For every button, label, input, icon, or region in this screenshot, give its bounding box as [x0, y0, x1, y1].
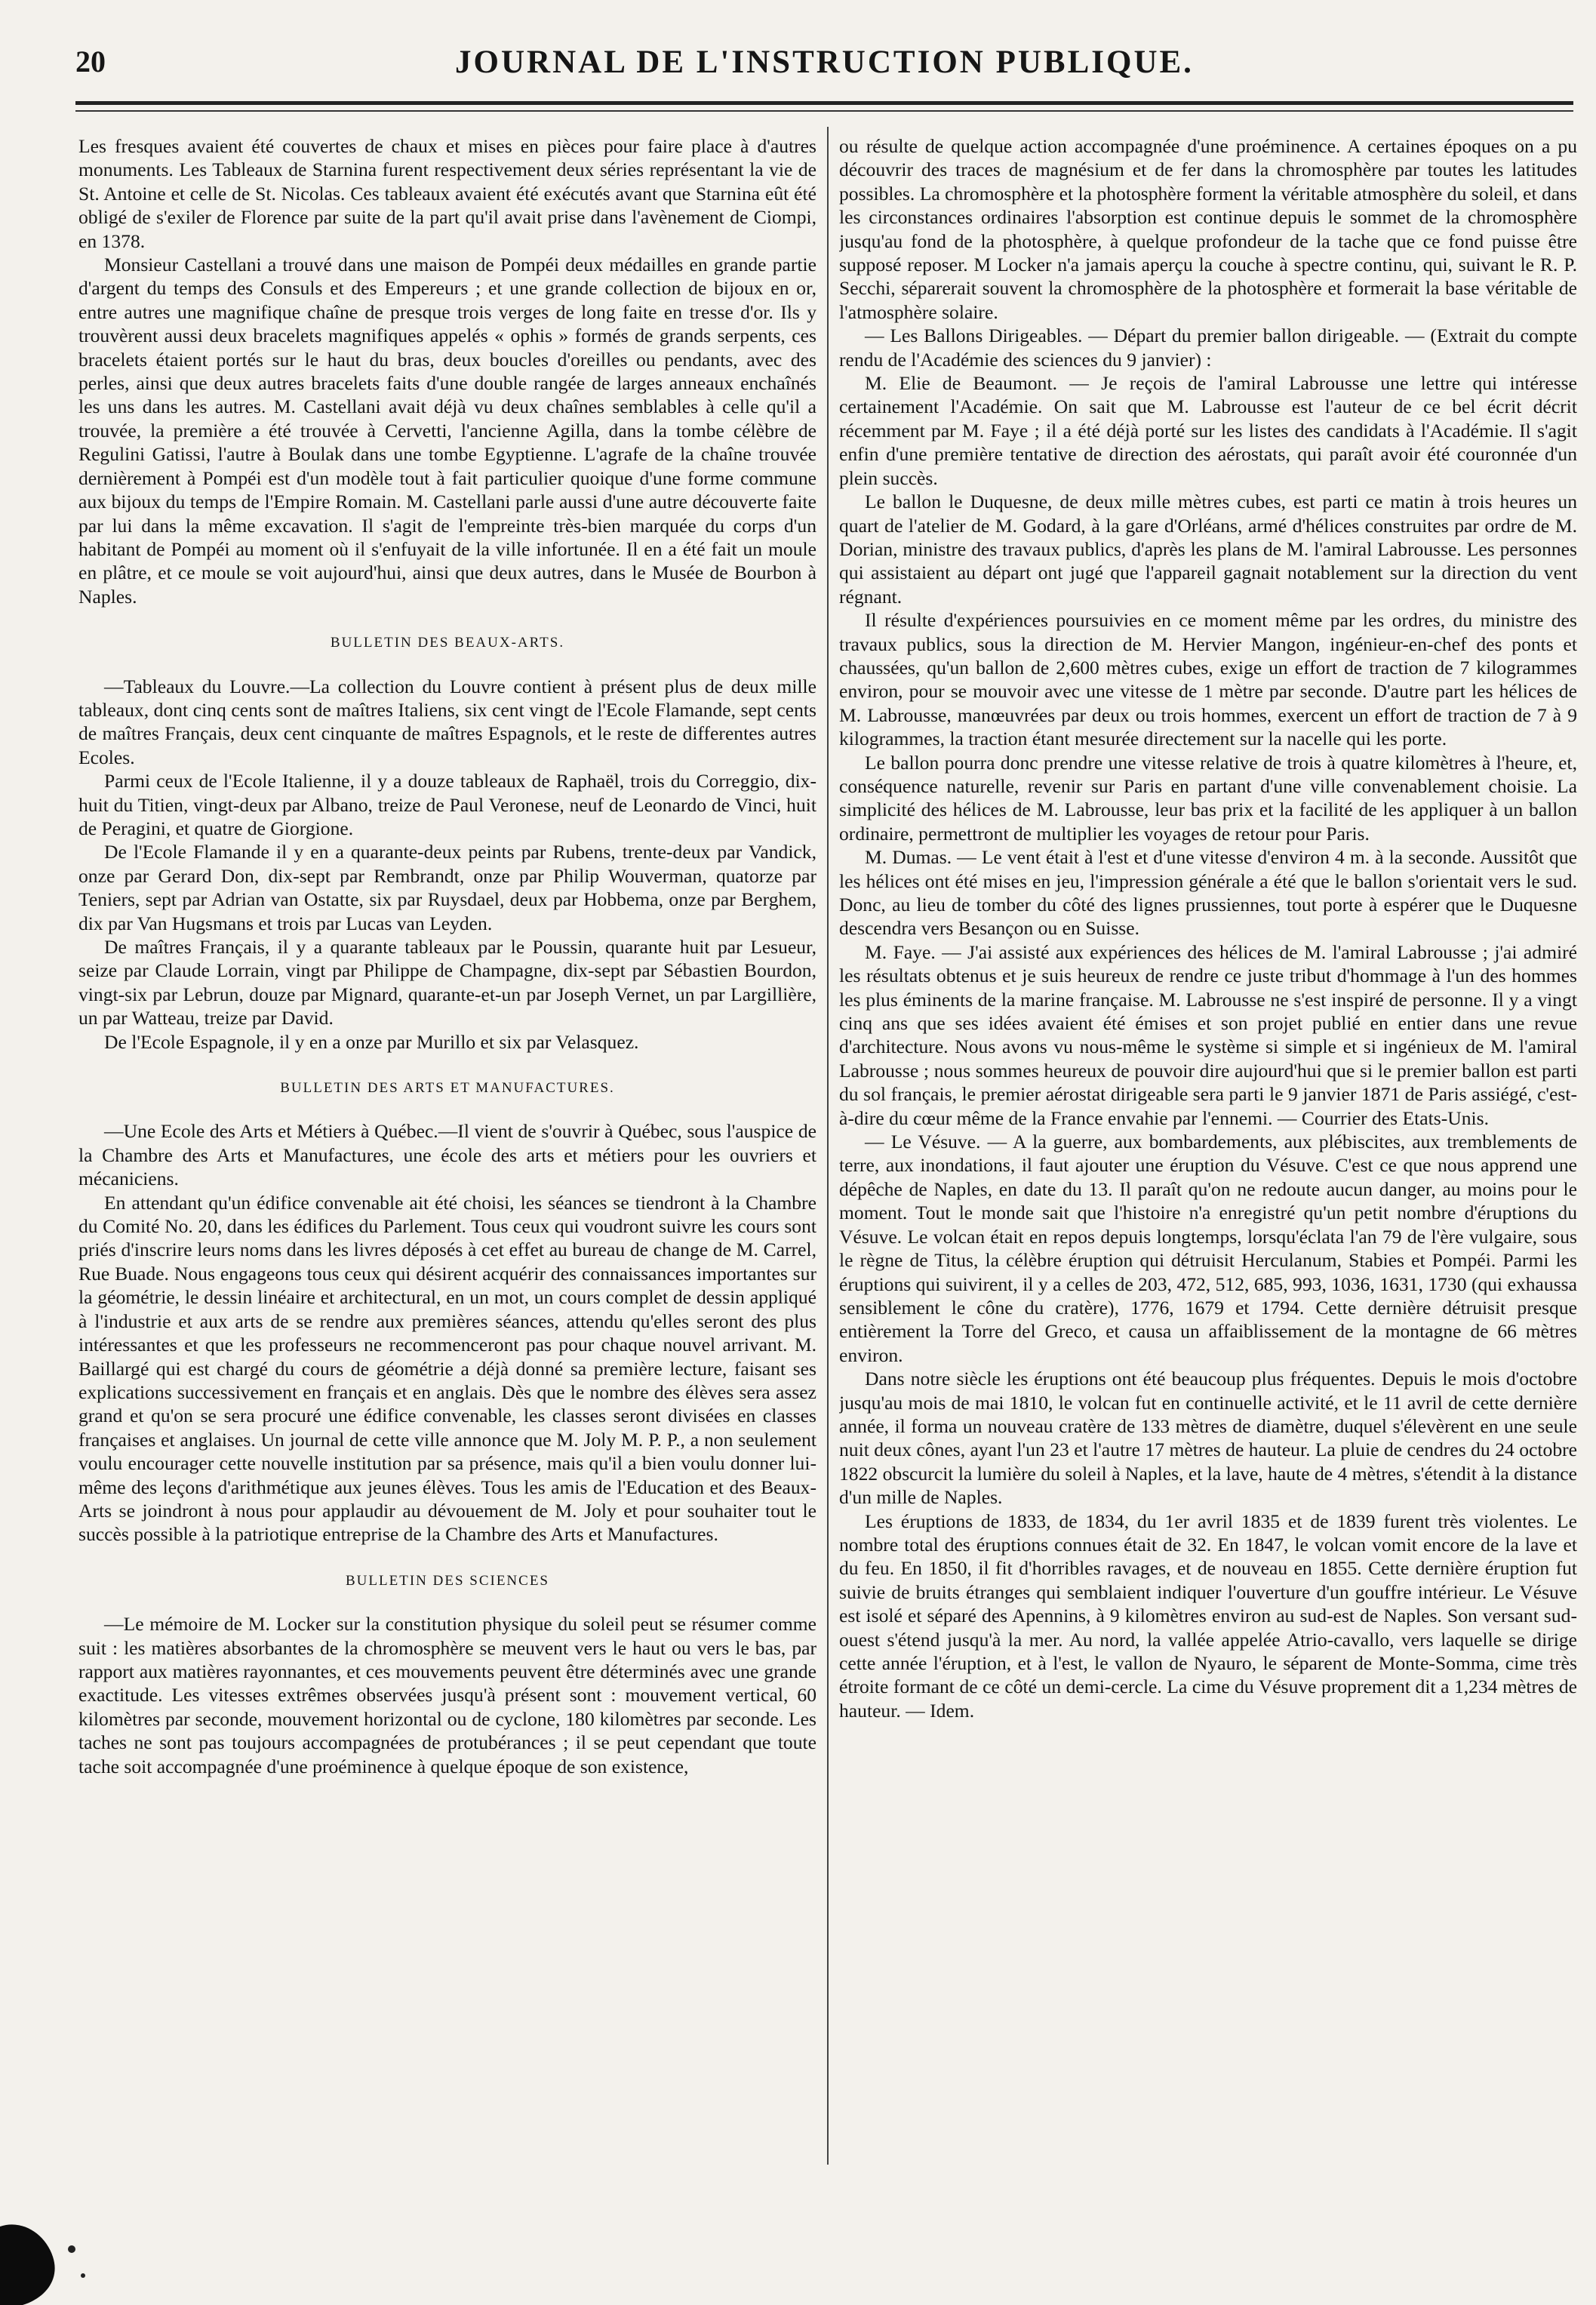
ink-blot-mark: [0, 2204, 98, 2305]
article-paragraph: Le ballon pourra donc prendre une vitesse relative de trois à quatre kilomètres à l'heure, et, conséquence naturelle, revenir sur Paris en partant d'une ville convenablement choisie. La simplicité des hélices de M. Labrousse, leur bas prix et la facilité de les appliquer à un ballon ordinaire, permettront de multiplier les voyages de retour pour Paris.: [839, 751, 1577, 845]
journal-title: JOURNAL DE L'INSTRUCTION PUBLIQUE.: [455, 45, 1194, 80]
article-paragraph: — Les Ballons Dirigeables. — Départ du premier ballon dirigeable. — (Extrait du compte rendu de l'Académie des sciences du 9 janvier) :: [839, 325, 1577, 371]
article-paragraph: Parmi ceux de l'Ecole Italienne, il y a douze tableaux de Raphaël, trois du Correggio, dix-huit du Titien, vingt-deux par Albano, treize de Paul Veronese, neuf de Leonardo de Vinci, huit de Peragini, et quatre de Giorgione.: [78, 770, 816, 839]
article-paragraph: De l'Ecole Espagnole, il y en a onze par Murillo et six par Velasquez.: [104, 1030, 639, 1053]
article-paragraph: M. Elie de Beaumont. — Je reçois de l'amiral Labrousse une lettre qui intéresse certainement l'Académie. On sait que M. Labrousse est l'auteur de ce bel écrit décrit récemment par M. Faye ; il a été déjà porté sur les listes des candidats à l'Académie. Il s'agit enfin d'une première tentative de direction des aérostats, qui paraît avoir été couronnée d'un plein succès.: [839, 372, 1577, 489]
article-paragraph: Il résulte d'expériences poursuivies en ce moment même par les ordres, du ministre des travaux publics, sous la direction de M. Hervier Mangon, ingénieur-en-chef des ponts et chaussées, qu'un ballon de 2,600 mètres cubes, exige un effort de traction de 7 kilogrammes environ, pour se mouvoir avec une vitesse de 1 mètre par seconde. D'autre part les hélices de M. Labrousse, manœuvrées par deux ou trois hommes, exercent un effort de traction de 7 à 9 kilogrammes, la traction étant mesurée directement sur la nacelle qui les porte.: [839, 609, 1577, 750]
article-paragraph: M. Dumas. — Le vent était à l'est et d'une vitesse d'environ 4 m. à la seconde. Aussitôt que les hélices ont été mises en jeu, l'impression générale a été que le ballon s'orientait vers le sud. Donc, au lieu de tomber du côté des lignes prussiennes, tout porte à espérer que le Duquesne descendra vers Besançon ou en Suisse.: [839, 846, 1577, 940]
page-header: [75, 36, 1573, 97]
bulletin-heading: BULLETIN DES BEAUX-ARTS.: [330, 635, 565, 651]
article-paragraph: En attendant qu'un édifice convenable ait été choisi, les séances se tiendront à la Chambre du Comité No. 20, dans les édifices du Parlement. Tous ceux qui voudront suivre les cours sont priés d'inscrire leurs noms dans les livres déposés à cet effet au bureau de change de M. Carrel, Rue Buade. Nous engageons tous ceux qui désirent acquérir des connaissances importantes sur la géométrie, le dessin linéaire et architectural, en un mot, un cours complet de dessin appliqué à l'industrie et aux arts de se rendre aux premières séances, attendu qu'elles seront des plus intéressantes et que les professeurs ne recommenceront pas pour chaque nouvel arrivant. M. Baillargé qui est chargé du cours de géométrie a déjà donné sa première lecture, faisant ses explications successivement en français et en anglais. Dès que le nombre des élèves sera assez grand et qu'on se sera procuré une édifice convenable, les classes seront divisées en classes françaises et anglaises. Un journal de cette ville annonce que M. Joly M. P. P., a non seulement voulu encourager cette nouvelle institution par sa présence, mais qu'il a bien voulu donner lui-même des leçons d'arithmétique aux jeunes élèves. Tous les amis de l'Education et des Beaux-Arts se joindront à nous pour applaudir au dévouement de M. Joly et pour souhaiter tout le succès possible à la patriotique entreprise de la Chambre des Arts et Manufactures.: [78, 1191, 816, 1546]
bulletin-heading: BULLETIN DES ARTS ET MANUFACTURES.: [280, 1080, 615, 1097]
article-paragraph: —Une Ecole des Arts et Métiers à Québec.—Il vient de s'ouvrir à Québec, sous l'auspice de la Chambre des Arts et Manufactures, une école des arts et métiers pour les ouvriers et mécaniciens.: [78, 1120, 816, 1190]
article-paragraph: De maîtres Français, il y a quarante tableaux par le Poussin, quarante huit par Lesueur, seize par Claude Lorrain, vingt par Philippe de Champagne, dix-sept par Sébastien Bourdon, vingt-six par Lebrun, douze par Mignard, quarante-et-un par Joseph Vernet, un par Largillière, un par Watteau, treize par David.: [78, 936, 816, 1029]
header-rule-thin: [75, 110, 1573, 112]
page-number: 20: [75, 45, 106, 78]
header-rule-thick: [75, 101, 1573, 105]
right-column: [839, 134, 1577, 2278]
column-divider: [827, 127, 829, 2165]
article-paragraph: —Tableaux du Louvre.—La collection du Louvre contient à présent plus de deux mille tableaux, dont cinq cents sont de maîtres Italiens, six cent vingt de l'Ecole Flamande, sept cents de maîtres Français, deux cent cinquante de maîtres Espagnols, et le reste de differentes autres Ecoles.: [78, 675, 816, 768]
article-paragraph: Les éruptions de 1833, de 1834, du 1er avril 1835 et de 1839 furent très violentes. Le nombre total des éruptions connues était de 32. En 1847, le volcan vomit encore de la lave et du feu. En 1850, il fit d'horribles ravages, et de nouveau en 1855. Cette dernière éruption fut suivie de bruits étranges qui semblaient indiquer l'ouverture d'un gouffre intérieur. Le Vésuve est isolé et séparé des Apennins, à 9 kilomètres environ au sud-est de Naples. Son versant sud-ouest s'étend jusqu'à la mer. Au nord, la vallée appelée Atrio-cavallo, vers laquelle se dirige cette année l'éruption, et à l'est, le vallon de Nyauro, le séparent de Monte-Somma, cime très étroite formant de ce côté un demi-cercle. La cime du Vésuve proprement dit a 1,234 mètres de hauteur. — Idem.: [839, 1509, 1577, 1722]
article-paragraph: — Le Vésuve. — A la guerre, aux bombardements, aux plébiscites, aux tremblements de terre, aux inondations, il faut ajouter une éruption du Vésuve. C'est ce que nous apprend une dépêche de Naples, en date du 13. Il paraît qu'on ne redoute aucun danger, au moins pour le moment. Tout le monde sait que l'histoire n'a enregistré qu'un petit nombre d'éruptions du Vésuve. Le volcan était en repos depuis longtemps, lorsqu'éclata l'an 79 de l'ère vulgaire, sous le règne de Titus, la célèbre éruption qui détruisit Herculanum, Stabies et Pompéi. Parmi les éruptions qui suivirent, il y a celles de 203, 472, 512, 685, 993, 1036, 1631, 1730 (qui exhaussa sensiblement le cône du cratère), 1776, 1679 et 1794. Cette dernière détruisit presque entièrement la Torre del Greco, et causa un affaiblissement de la montagne de 66 mètres environ.: [839, 1131, 1577, 1366]
article-paragraph: ou résulte de quelque action accompagnée d'une proéminence. A certaines époques on a pu découvrir des traces de magnésium et de fer dans la chromosphère par toutes les latitudes possibles. La chromosphère et la photosphère forment la véritable atmosphère du soleil, et dans les circonstances ordinaires l'absorption est continue depuis le sommet de la chromosphère jusqu'au fond de la photosphère, à quelque profondeur de la tache que ce fond puisse être supposé reposer. M Locker n'a jamais aperçu la couche à spectre continu, qui, suivant le R. P. Secchi, séparerait souvent la chromosphère de la photosphère et formerait la base véritable de l'atmosphère solaire.: [839, 135, 1577, 323]
article-paragraph: Le ballon le Duquesne, de deux mille mètres cubes, est parti ce matin à trois heures un quart de l'atelier de M. Godard, à la gare d'Orléans, armé d'hélices construites par ordre de M. Dorian, ministre des travaux publics, d'après les plans de M. l'amiral Labrousse. Les personnes qui assistaient au départ ont jugé que l'appareil gagnait notablement sur la direction du vent régnant.: [839, 491, 1577, 608]
article-paragraph: Dans notre siècle les éruptions ont été beaucoup plus fréquentes. Depuis le mois d'octobre jusqu'au mois de mai 1810, le volcan fut en continuelle activité, et le 11 avril de cette dernière année, il forma un nouveau cratère de 133 mètres de diamètre, duquel s'élevèrent en une seule nuit deux cônes, ayant l'un 23 et l'autre 17 mètres de hauteur. La pluie de cendres du 24 octobre 1822 obscurcit la lumière du soleil à Naples, et la lave, haute de 4 mètres, s'étendit à la distance d'un mille de Naples.: [839, 1368, 1577, 1509]
article-paragraph: M. Faye. — J'ai assisté aux expériences des hélices de M. l'amiral Labrousse ; j'ai admiré les résultats obtenus et je suis heureux de rendre ce juste tribut d'hommage à l'un des hommes les plus éminents de la marine française. M. Labrousse ne s'est inspiré de personne. Il y a vingt cinq ans que ses idées avaient été émises et son projet publié en entier dans une revue d'architecture. Nous avons vu nous-même le système si simple et si ingénieux de M. l'amiral Labrousse ; nous sommes heureux de pouvoir dire aujourd'hui que si le premier ballon est parti du sol français, le premier aérostat dirigeable sera parti le 9 janvier 1871 de Paris assiégé, c'est-à-dire du cœur même de la France envahie par l'ennemi. — Courrier des Etats-Unis.: [839, 940, 1577, 1129]
article-paragraph: —Le mémoire de M. Locker sur la constitution physique du soleil peut se résumer comme suit : les matières absorbantes de la chromosphère se meuvent vers le haut ou vers le bas, par rapport aux matières rayonnantes, et ces mouvements peuvent être déterminés avec une grande exactitude. Les vitesses extrêmes observées jusqu'à présent sont : mouvement vertical, 60 kilomètres par seconde, mouvement horizontal ou de cyclone, 180 kilomètres par seconde. Les taches ne sont pas toujours accompagnées de protubérances ; il se peut cependant que toute tache soit accompagnée d'une proéminence à quelque époque de son existence,: [78, 1613, 816, 1777]
left-column: [78, 134, 816, 2278]
article-paragraph: Monsieur Castellani a trouvé dans une maison de Pompéi deux médailles en grande partie d'argent du temps des Consuls et des Empereurs ; et une grande collection de bijoux en or, entre autres une magnifique chaîne de presque trois verges de long faite en tresse d'or. Ils y trouvèrent aussi deux bracelets magnifiques appelés « ophis » formés de grands serpents, ces bracelets étaient portés sur le haut du bras, deux boucles d'oreilles ou pendants, avec des perles, ainsi que deux autres bracelets faits d'une double rangée de larges anneaux enchaînés les uns dans les autres. M. Castellani avait déjà vu deux chaînes semblables à celle qu'il a trouvée, la première a été trouvée à Cervetti, l'ancienne Agilla, dans la tombe célèbre de Regulini Gatissi, l'autre à Boulak dans une tombe Egyptienne. L'agrafe de la chaîne trouvée dernièrement à Pompéi est d'un modèle tout à fait particulier quoique d'une forme commune aux bijoux du temps de l'Empire Romain. M. Castellani parle aussi d'une autre découverte faite par lui dans la même excavation. Il s'agit de l'empreinte très-bien marquée du corps d'un habitant de Pompéi au moment où il s'enfuyait de la ville infortunée. Il en a été fait un moule en plâtre, et ce moule se voit aujourd'hui, ainsi que deux autres, dans le Musée de Bourbon à Naples.: [78, 254, 816, 608]
article-paragraph: De l'Ecole Flamande il y en a quarante-deux peints par Rubens, trente-deux par Vandick, onze par Gerard Don, dix-sept par Rembrandt, onze par Philip Wouverman, quatorze par Teniers, sept par Adrian van Ostatte, six par Ruysdael, deux par Hobbema, onze par Berghem, dix par Van Hugsmans et trois par Lucas van Leyden.: [78, 841, 816, 934]
article-paragraph: Les fresques avaient été couvertes de chaux et mises en pièces pour faire place à d'autres monuments. Les Tableaux de Starnina furent respectivement deux séries représentant la vie de St. Antoine et celle de St. Nicolas. Ces tableaux avaient été exécutés avant que Starnina eût été obligé de s'exiler de Florence par suite de la part qu'il avait prise dans l'avènement de Ciompi, en 1378.: [78, 135, 816, 252]
bulletin-heading: BULLETIN DES SCIENCES: [346, 1572, 549, 1589]
